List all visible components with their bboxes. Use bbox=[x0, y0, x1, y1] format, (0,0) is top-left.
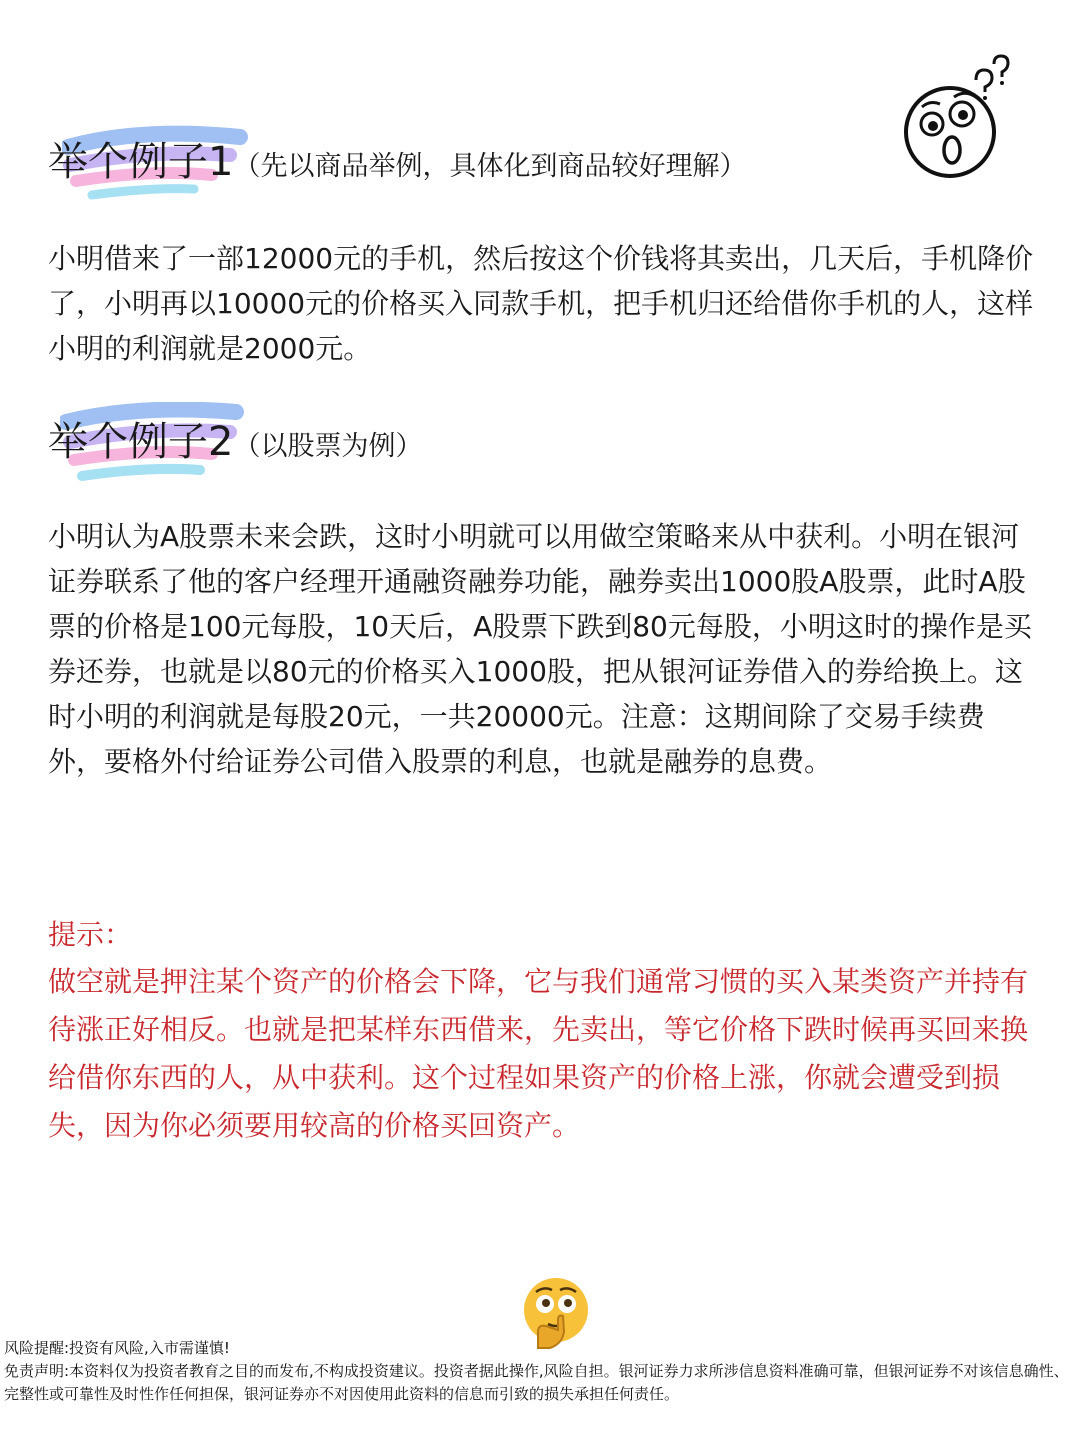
example-2-heading-text: 举个例子2 bbox=[48, 419, 234, 465]
tip-body: 做空就是押注某个资产的价格会下降，它与我们通常习惯的买入某类资产并持有待涨正好相反。也就是把某样东西借来，先卖出，等它价格下跌时候再买回来换给借你东西的人，从中获利。这个过程如果资产的价格上涨，你就会遭受到损失，因为你必须要用较高的价格买回资产。 bbox=[48, 965, 1029, 1142]
risk-reminder: 风险提醒:投资有风险,入市需谨慎! bbox=[4, 1339, 230, 1357]
example-2-heading bbox=[48, 418, 422, 466]
example-1-body: 小明借来了一部12000元的手机，然后按这个价钱将其卖出，几天后，手机降价了，小明再以10000元的价格买入同款手机，把手机归还给借你手机的人，这样小明的利润就是2000元。 bbox=[48, 242, 1034, 365]
example-1-heading bbox=[48, 138, 746, 186]
example-1-heading-note: （先以商品举例，具体化到商品较好理解） bbox=[233, 151, 747, 182]
example-1-heading-text: 举个例子1 bbox=[48, 139, 234, 185]
example-2-body: 小明认为A股票未来会跌，这时小明就可以用做空策略来从中获利。小明在银河证券联系了他的客户经理开通融资融券功能，融券卖出1000股A股票，此时A股票的价格是100元每股，10天后，A股票下跌到80元每股，小明这时的操作是买券还券，也就是以80元的价格买入1000股，把从银河证券借入的券给换上。这时小明的利润就是每股20元，一共20000元。注意：这期间除了交易手续费外，要格外付给证券公司借入股票的利息，也就是融券的息费。 bbox=[48, 520, 1032, 778]
example-2-heading-note: （以股票为例） bbox=[233, 431, 423, 462]
tip-label: 提示： bbox=[48, 918, 133, 951]
footer bbox=[4, 1337, 1076, 1406]
confused-face-icon bbox=[896, 52, 1020, 178]
disclaimer: 免责声明:本资料仅为投资者教育之目的而发布,不构成投资建议。投资者据此操作,风险自担。银河证券力求所涉信息资料准确可靠，但银河证券不对该信息确性、完整性或可靠性及时性作任何担保，银河证券亦不对因使用此资料的信息而引致的损失承担任何责任。 bbox=[4, 1362, 1069, 1403]
